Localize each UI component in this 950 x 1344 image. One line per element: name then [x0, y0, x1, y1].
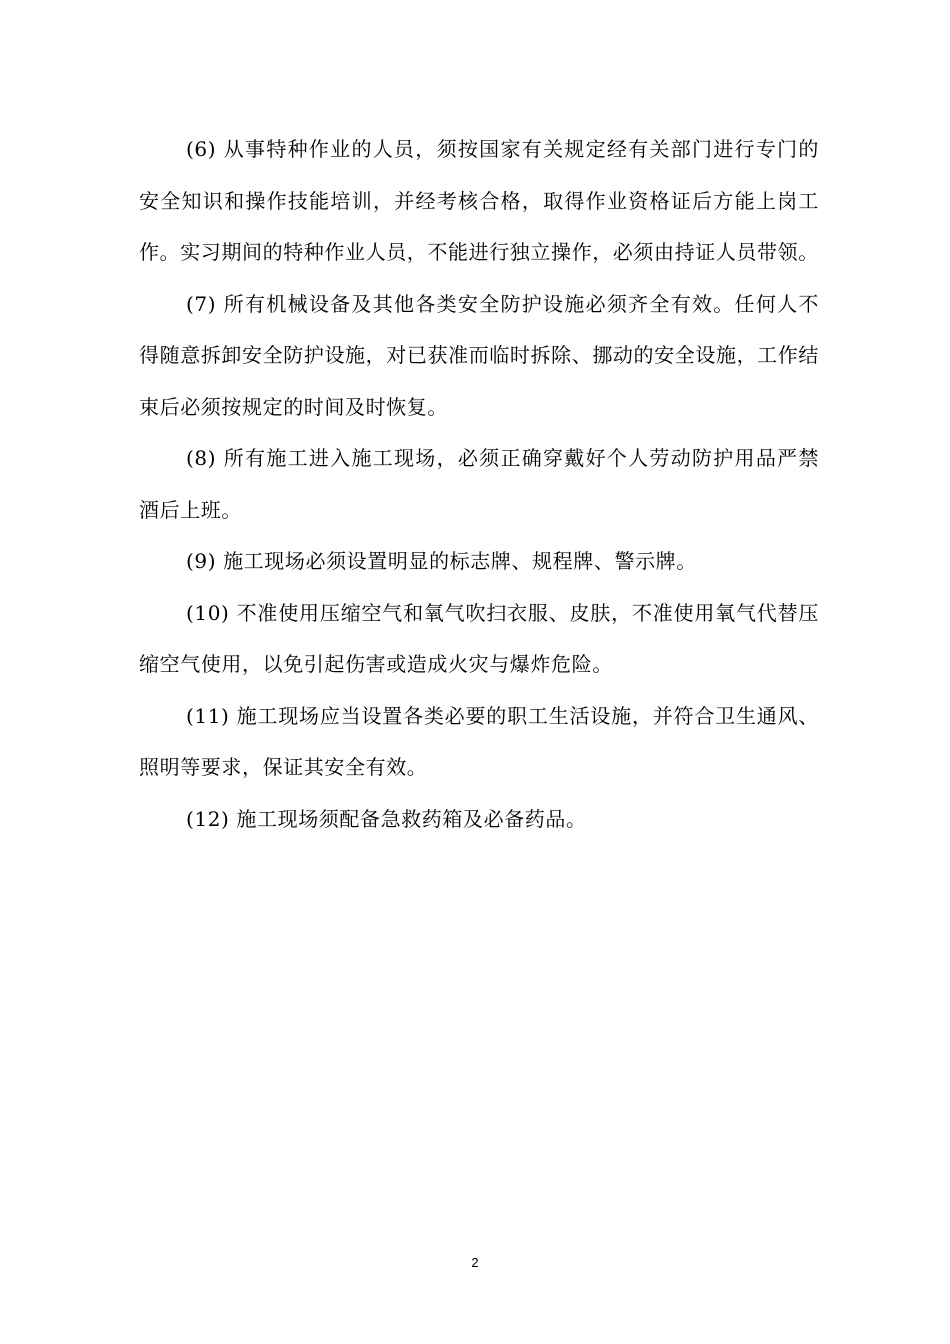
paragraph-item-8: (8) 所有施工进入施工现场，必须正确穿戴好个人劳动防护用品严禁酒后上班。	[139, 446, 819, 522]
paragraph-item-6: (6) 从事特种作业的人员，须按国家有关规定经有关部门进行专门的安全知识和操作技能培训，并经考核合格，取得作业资格证后方能上岗工作。实习期间的特种作业人员，不能进行独立操作，必须由持证人员带领。	[139, 137, 819, 264]
paragraph-item-9: (9) 施工现场必须设置明显的标志牌、规程牌、警示牌。	[186, 549, 697, 573]
paragraph-item-7: (7) 所有机械设备及其他各类安全防护设施必须齐全有效。任何人不得随意拆卸安全防护设施，对已获准而临时拆除、挪动的安全设施，工作结束后必须按规定的时间及时恢复。	[139, 291, 819, 419]
paragraph-item-10: (10) 不准使用压缩空气和氧气吹扫衣服、皮肤，不准使用氧气代替压缩空气使用，以免引起伤害或造成火灾与爆炸危险。	[139, 600, 819, 676]
paragraph-item-11: (11) 施工现场应当设置各类必要的职工生活设施，并符合卫生通风、照明等要求，保证其安全有效。	[139, 703, 819, 779]
page-number: 2	[471, 1255, 479, 1270]
paragraph-item-12: (12) 施工现场须配备急救药箱及必备药品。	[186, 806, 587, 831]
document-body	[139, 124, 819, 845]
